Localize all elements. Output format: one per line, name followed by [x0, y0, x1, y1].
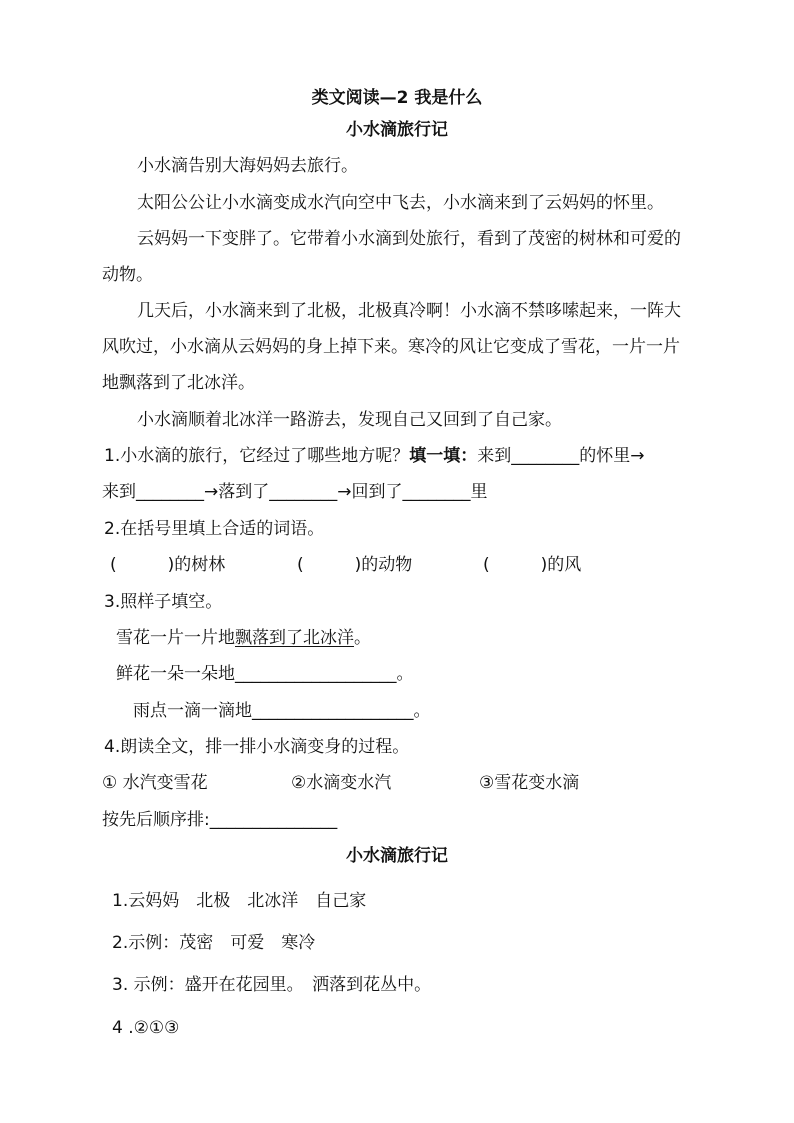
answer-3: 3. 示例：盛开在花园里。 洒落到花丛中。: [112, 975, 432, 995]
question-1-prompt: 1.小水滴的旅行，它经过了哪些地方呢？: [104, 446, 410, 466]
passage-paragraph-3-line-1: 云妈妈一下变胖了。它带着小水滴到处旅行，看到了茂密的树林和可爱的: [137, 229, 681, 249]
question-2: 2.在括号里填上合适的词语。: [104, 519, 325, 539]
passage-paragraph-4-line-3: 地飘落到了北冰洋。: [102, 373, 255, 393]
question-4-order: 按先后顺序排:_______________: [102, 810, 338, 830]
question-4: 4.朗读全文，排一排小水滴变身的过程。: [104, 737, 410, 757]
question-2-item-2: ( )的动物: [297, 555, 413, 575]
question-4-option-1: ① 水汽变雪花: [102, 773, 208, 793]
question-1-line-2: 来到________→落到了________→回到了________里: [102, 482, 488, 502]
example-underlined: 飘落到了北冰洋: [235, 628, 354, 648]
passage-paragraph-4-line-1: 几天后，小水滴来到了北极，北极真冷啊！小水滴不禁哆嗦起来，一阵大: [137, 301, 681, 321]
passage-paragraph-4-line-2: 风吹过，小水滴从云妈妈的身上掉下来。寒冷的风让它变成了雪花，一片一片: [102, 337, 680, 357]
passage-paragraph-1: 小水滴告别大海妈妈去旅行。: [137, 156, 358, 176]
answer-4: 4 .②①③: [112, 1018, 180, 1038]
question-2-item-3: ( )的风: [483, 555, 582, 575]
passage-paragraph-3-line-2: 动物。: [102, 265, 153, 285]
question-1-instruction: 填一填：: [409, 446, 478, 466]
question-4-option-2: ②水滴变水汽: [291, 773, 392, 793]
worksheet-title: 类文阅读—2 我是什么: [311, 88, 483, 108]
passage-paragraph-5: 小水滴顺着北冰洋一路游去，发现自己又回到了自己家。: [137, 410, 562, 430]
answers-title: 小水滴旅行记: [346, 846, 448, 866]
answer-1: 1.云妈妈 北极 北冰洋 自己家: [112, 891, 367, 911]
question-2-item-1: ( )的树林: [110, 555, 226, 575]
question-1-blank-1: 来到________的怀里→: [477, 446, 645, 466]
answer-2: 2.示例：茂密 可爱 寒冷: [112, 933, 316, 953]
question-3-item-1: 鲜花一朵一朵地___________________。: [116, 664, 414, 684]
example-suffix: 。: [354, 628, 371, 648]
question-4-option-3: ③雪花变水滴: [479, 773, 580, 793]
example-prefix: 雪花一片一片地: [116, 628, 235, 648]
question-3-item-2: 雨点一滴一滴地___________________。: [133, 701, 431, 721]
passage-title: 小水滴旅行记: [346, 120, 448, 140]
question-3-example: [116, 628, 371, 648]
passage-paragraph-2: 太阳公公让小水滴变成水汽向空中飞去，小水滴来到了云妈妈的怀里。: [137, 193, 664, 213]
question-3: 3.照样子填空。: [104, 592, 223, 612]
question-1-line-1: [104, 446, 644, 466]
